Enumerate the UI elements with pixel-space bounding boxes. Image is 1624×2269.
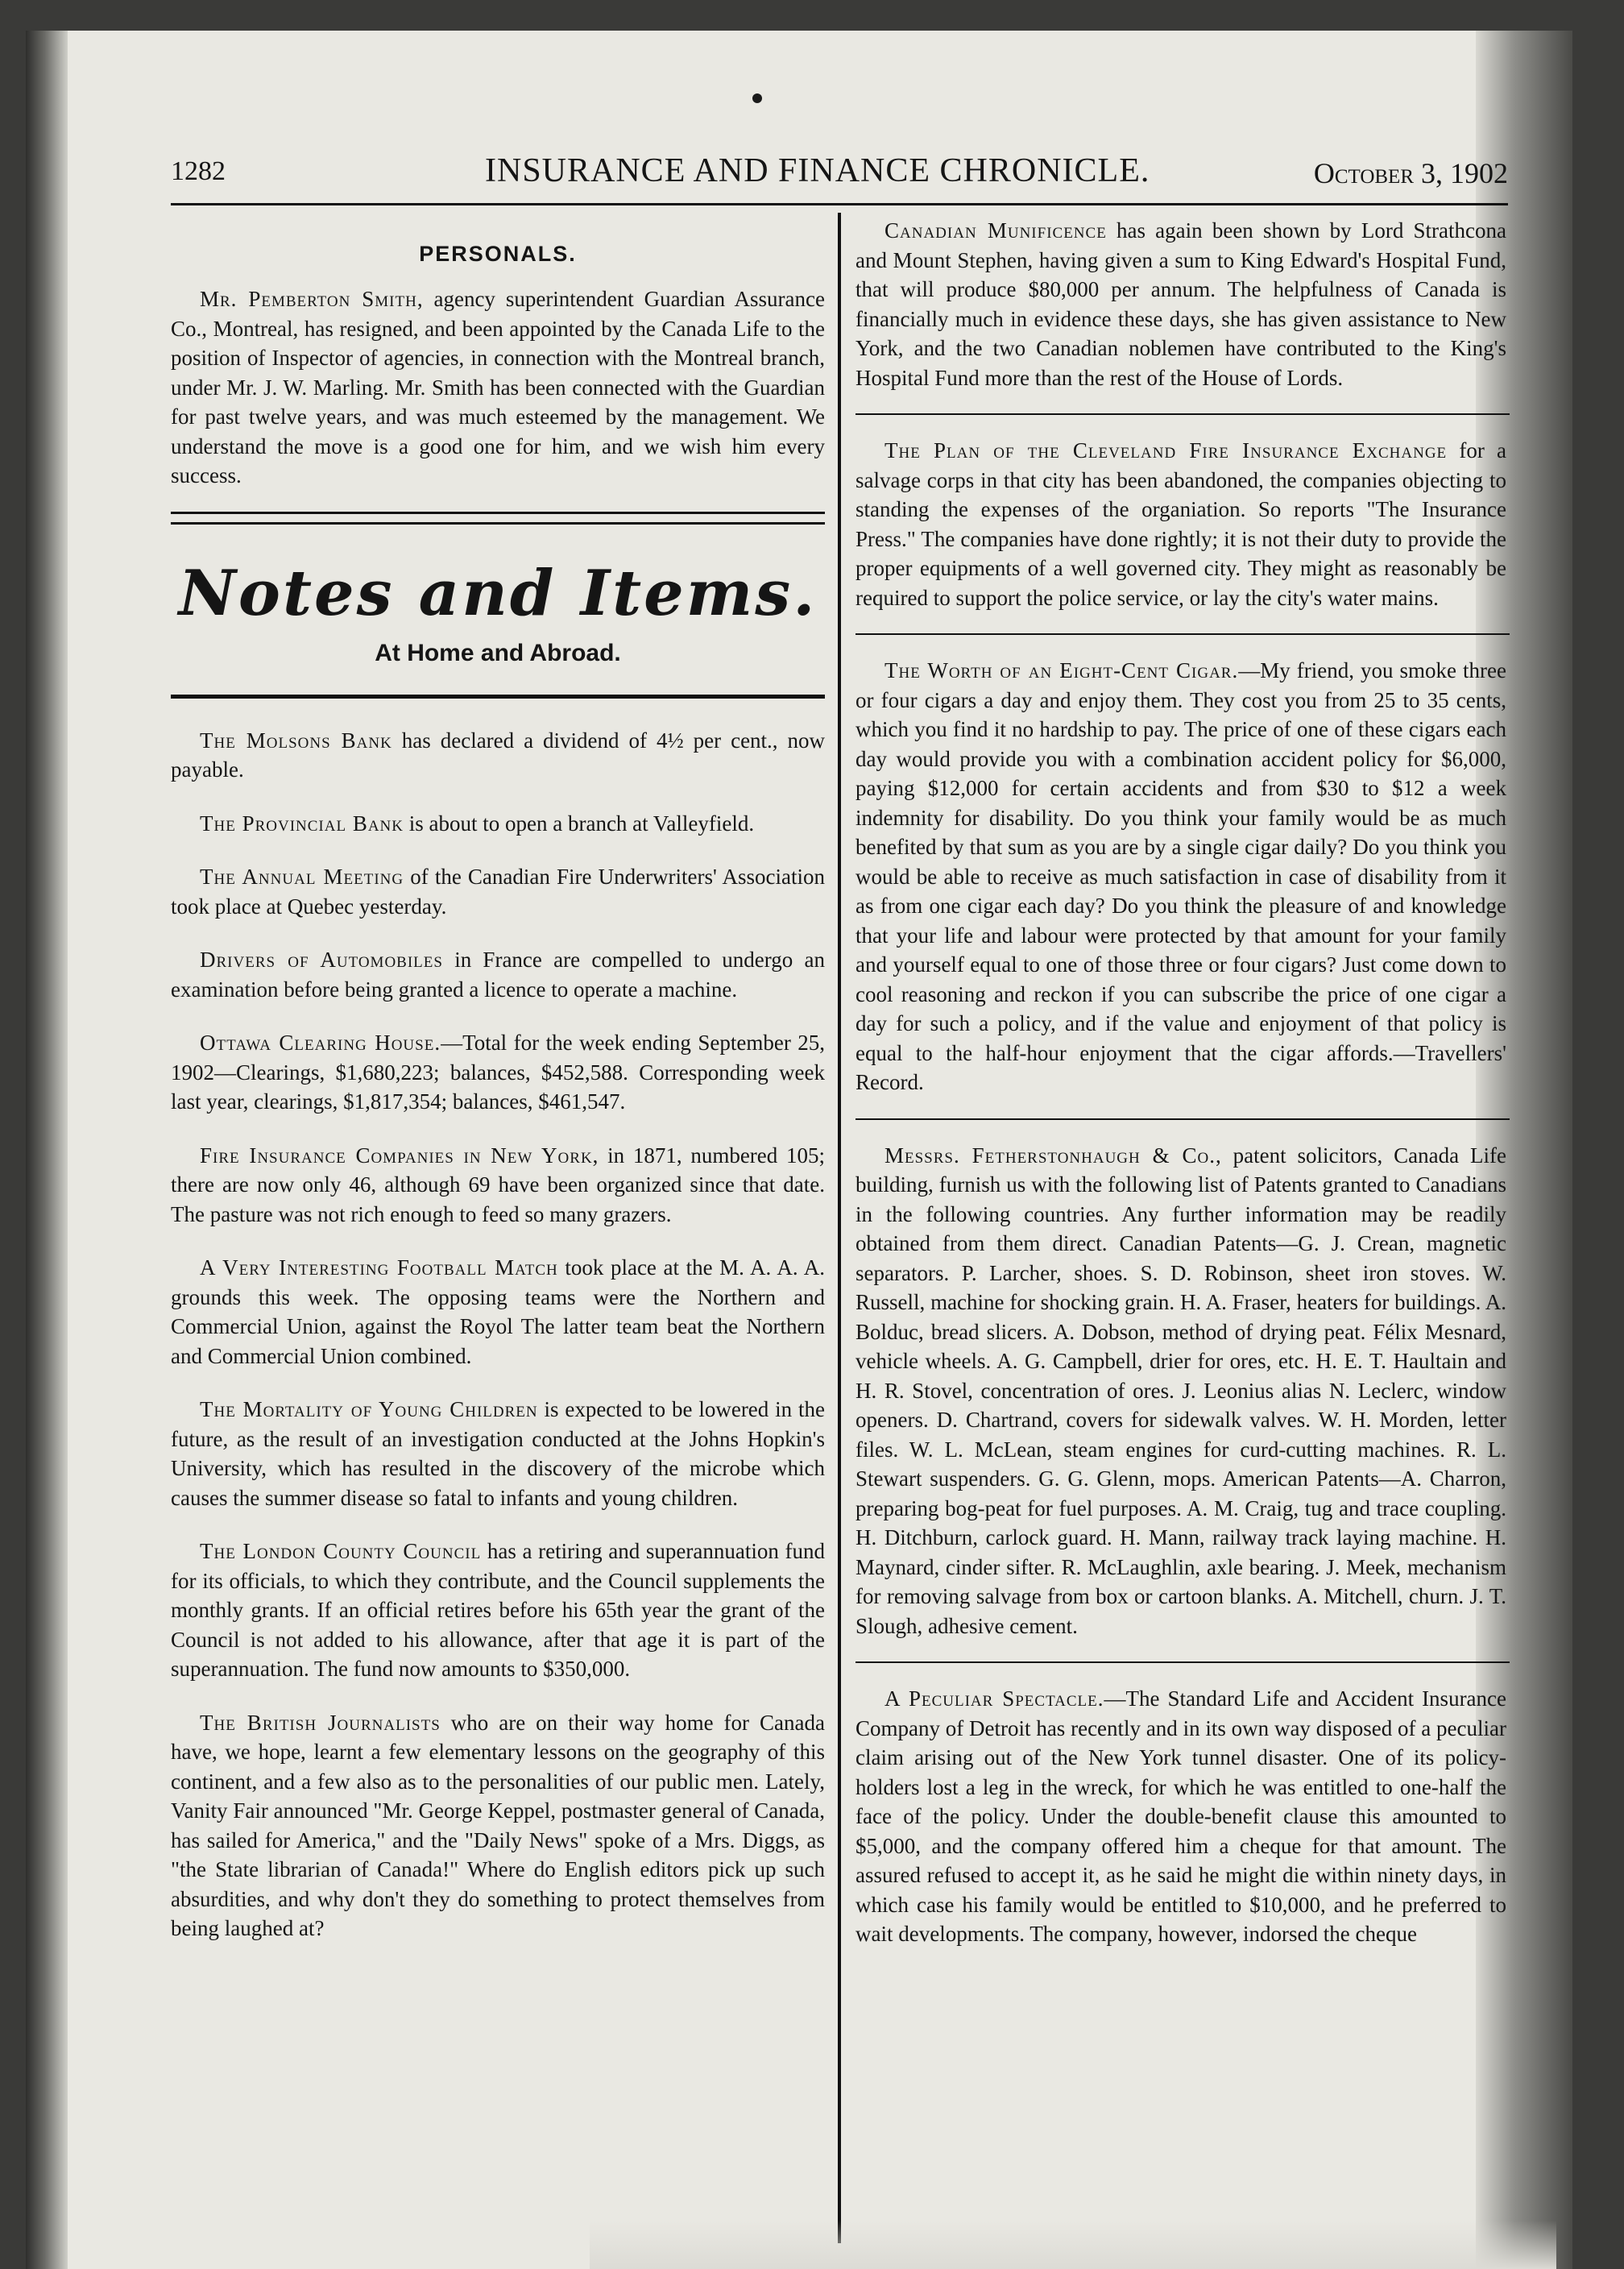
news-item-body: —The Standard Life and Accident Insurance Company of Detroit has recently and in its own way disposed of a peculiar claim arising out of the New York tunnel disaster. One of its policy-holders lost a leg in the wreck, for which he was entitled to one-half the face of the policy. Under the double-benefit clause this amounted to $5,000, and the company offered him a cheque for that amount. The assured refused to accept it, as he said he might die within ninety days, in which case his family would be entitled to $10,000, and he preferred to wait developments. The company, however, indorsed the cheque: [856, 1686, 1507, 1946]
news-item-body: —My friend, you smoke three or four cigars a day and enjoy them. They cost you from 25 to 35 cents, which you find it no hardship to pay. The price of one of these cigars each day would provide you with a combination accident policy for $6,000, paying $12,000 for certain accidents and from $30 to $12 a week indemnity for disability. Do you think your family would be as much benefited by that sum as you are by a single cigar daily? Do you think you would be able to receive as much satisfaction in case of disability from it as from one cigar each day? Do you think the pleasure of and knowledge that your life and labour were protected by that amount for your family and yourself equal to one of those three or four cigars? Just come down to cool reasoning and reckon if you can subscribe the price of one cigar a day for such a policy, and if the value and enjoyment of that policy is equal to the half-hour enjoyment that the cigar affords.—Travellers' Record.: [856, 658, 1506, 1094]
personals-heading: PERSONALS.: [419, 242, 577, 266]
news-item-body: is about to open a branch at Valleyfield.: [404, 811, 755, 836]
news-item-body: patent solicitors, Canada Life building, furnish us with the following list of Patents granted to Canadians in the following countries. Any further information may be readily obtained from them direct. Canadian Patents—G. J. Crean, magnetic separators. P. Larcher, shoes. S. D. Robinson, sheet iron stoves. W. Russell, machine for shocking grain. H. A. Fraser, heaters for buildings. A. Bolduc, bread slicers. A. Dobson, method of drying peat. Félix Mesnard, vehicle wheels. A. G. Campbell, drier for ores, etc. H. E. T. Haultain and H. R. Stovel, concentration of ores. J. Leonius alias N. Leclerc, window openers. D. Chartrand, covers for sidewalk valves. W. H. Morden, letter files. W. L. McLean, steam engines for curd-cutting machines. R. L. Stewart suspenders. G. G. Glenn, mops. American Patents—A. Charron, preparing bog-peat for fuel purposes. A. M. Craig, tug and trace coupling. H. Ditchburn, carlock guard. H. Mann, railway track laying machine. H. Maynard, cinder sifter. R. McLaughlin, axle bearing. J. Meek, mechanism for removing salvage from box or cartoon blanks. A. Mitchell, churn. J. T. Slough, adhesive cement.: [856, 1143, 1506, 1638]
news-item-body: has again been shown by Lord Strathcona and Mount Stephen, having given a sum to King Edward's Hospital Fund, that will produce $80,000 per annum. The helpfulness of Canada is financially much in evidence these days, she has given assistance to New York, and the two Canadian noblemen have contributed to the King's Hospital Fund more than the rest of the House of Lords.: [856, 218, 1506, 390]
news-item: [171, 945, 825, 1004]
news-item: [171, 726, 825, 785]
news-item-body: is expected to be lowered in the future, as the result of an investigation conducted at the Johns Hopkin's University, which has resulted in the discovery of the microbe which causes the summer disease so fatal to infants and young children.: [171, 1397, 825, 1510]
section-double-rule: [171, 512, 825, 525]
news-item-lead: The Mortality of Young Children: [200, 1397, 538, 1421]
news-item: [856, 656, 1510, 1097]
news-item: [171, 1395, 825, 1512]
item-rule: [856, 633, 1510, 635]
personals-body: agency superintendent Guardian Assurance Co., Montreal, has resigned, and been appointed by the Canada Life to the position of Inspector of agencies, in connection with the Montreal branch, under Mr. J. W. Marling. Mr. Smith has been connected with the Guardian for past twelve years, and was much esteemed by the management. We understand the move is a good one for him, and we wish him every success.: [171, 287, 825, 487]
news-item-body: has a retiring and superannuation fund for its officials, to which they contribute, and the Council supplements the monthly grants. If an official retires before his 65th year the grant of the Council is not added to his allowance, after that age it is part of the superannuation. The fund now amounts to $350,000.: [171, 1539, 825, 1681]
issue-date: October 3, 1902: [1313, 157, 1508, 189]
personals-lead: Mr. Pemberton Smith,: [200, 287, 424, 311]
news-item-lead: The Annual Meeting: [200, 865, 404, 889]
news-item-lead: Messrs. Fetherstonhaugh & Co.,: [884, 1143, 1222, 1168]
item-rule: [856, 1118, 1510, 1120]
news-item: [171, 1537, 825, 1684]
news-item: [171, 862, 825, 921]
news-item-body: has declared a dividend of 4½ per cent., now payable.: [171, 728, 826, 782]
news-item-body: who are on their way home for Canada have, we hope, learnt a few elementary lessons on the geography of this continent, and a few also as to the personalities of our public men. Lately, Vanity Fair announced "Mr. George Keppel, postmaster general of Canada, has sailed for America," and the "Daily News" spoke of a Mrs. Diggs, as "the State librarian of Canada!" Where do English editors pick up such absurdities, and why don't they do something to protect themselves from being laughed at?: [171, 1710, 825, 1940]
right-column: [856, 216, 1510, 1949]
news-item-lead: The London County Council: [200, 1539, 482, 1563]
news-item-body: of the Canadian Fire Underwriters' Association took place at Quebec yesterday.: [171, 865, 825, 919]
news-item-body: —Total for the week ending September 25, 1902—Clearings, $1,680,223; balances, $452,588. Corresponding week last year, clearings, $1,817,354; balances, $461,547.: [171, 1031, 826, 1114]
news-item-body: took place at the M. A. A. A. grounds this week. The opposing teams were the Northern and Commercial Union, against the Royol The latter team beat the Northern and Commercial Union combined.: [171, 1255, 825, 1368]
news-item: [171, 1708, 825, 1943]
newspaper-page: [26, 31, 1572, 2269]
news-item-lead: The Provincial Bank: [200, 811, 404, 836]
news-item: [856, 436, 1510, 612]
news-item-lead: The Worth of an Eight-Cent Cigar.: [884, 658, 1239, 682]
news-item-lead: Drivers of Automobiles: [200, 948, 443, 972]
news-item-lead: Ottawa Clearing House.: [200, 1031, 441, 1055]
news-item-lead: A Very Interesting Football Match: [200, 1255, 558, 1280]
news-item-body: in France are compelled to undergo an examination before being granted a licence to operate a machine.: [171, 948, 825, 1002]
page-binding-shadow: [26, 31, 68, 2269]
notes-subheading: At Home and Abroad.: [375, 639, 621, 666]
page-number: 1282: [171, 156, 226, 186]
page-header: [171, 151, 1508, 200]
notes-rule: [171, 695, 825, 699]
news-item-lead: Canadian Munificence: [884, 218, 1107, 243]
news-item-lead: Fire Insurance Companies in New York,: [200, 1143, 599, 1168]
item-rule: [856, 413, 1510, 415]
bleed-through-fade: [590, 2221, 1556, 2269]
left-column: [171, 216, 825, 1943]
news-item: [171, 1141, 825, 1230]
header-rule: [171, 203, 1508, 205]
news-item-lead: The British Journalists: [200, 1710, 441, 1735]
news-item-lead: The Molsons Bank: [200, 728, 392, 753]
news-item: [171, 809, 825, 839]
notes-heading: Notes and Items.: [178, 556, 818, 630]
news-item: [856, 1684, 1510, 1949]
news-item-lead: A Peculiar Spectacle.: [884, 1686, 1104, 1711]
personals-paragraph: [171, 284, 825, 491]
news-item-lead: The Plan of the Cleveland Fire Insurance Exchange: [884, 438, 1448, 463]
news-item: [171, 1028, 825, 1117]
news-item: [171, 1253, 825, 1371]
print-dot: [752, 93, 762, 103]
news-item: [856, 216, 1510, 392]
item-rule: [856, 1661, 1510, 1663]
news-item: [856, 1141, 1510, 1641]
news-item-body: for a salvage corps in that city has been abandoned, the companies objecting to standing the expenses of the organiation. So reports "The Insurance Press." The companies have done rightly; it is not their duty to provide the proper equipments of a well governed city. They might as reasonably be required to support the police service, or lay the city's water mains.: [856, 438, 1507, 610]
news-item-body: in 1871, numbered 105; there are now only 46, although 69 have been organized since that date. The pasture was not rich enough to feed so many grazers.: [171, 1143, 825, 1226]
column-divider: [838, 213, 841, 2243]
journal-title: INSURANCE AND FINANCE CHRONICLE.: [485, 152, 1150, 189]
